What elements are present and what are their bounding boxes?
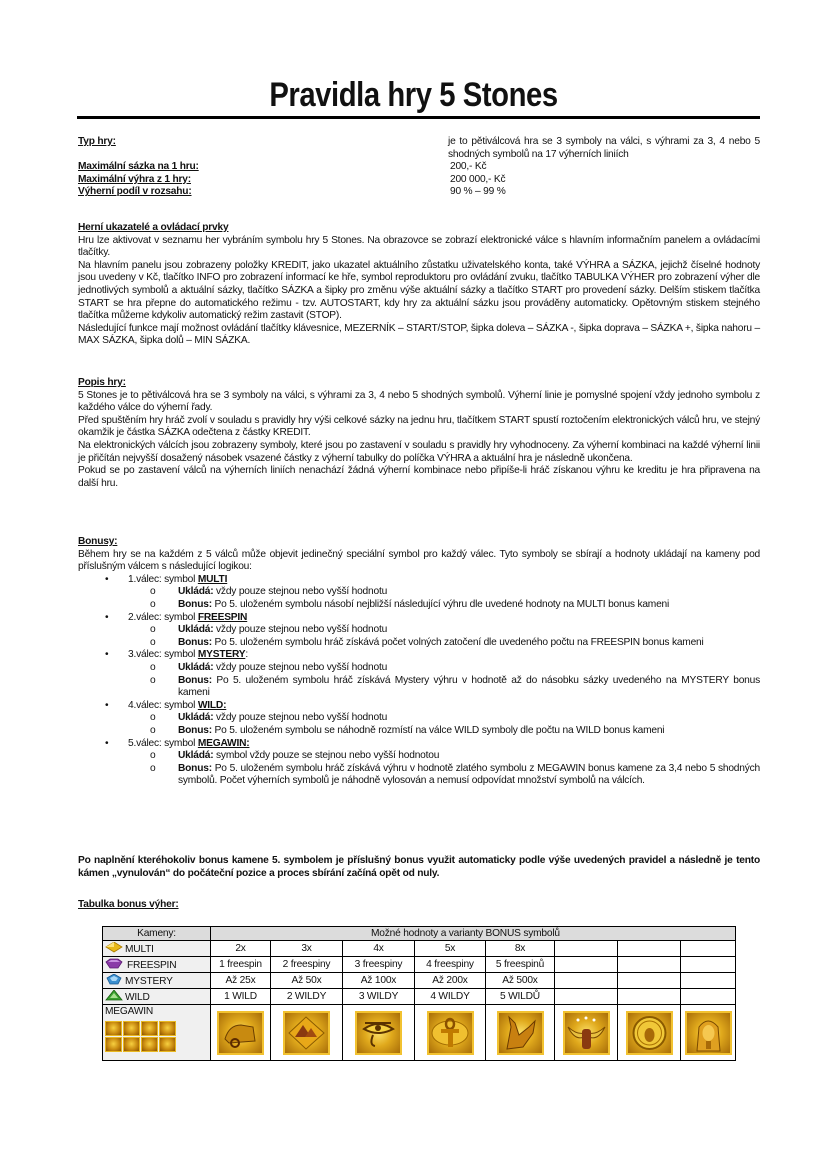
paragraph: Během hry se na každém z 5 válců může objevit jedinečný speciální symbol pro každý válec. Tyto symboly se sbírají a hodnoty ukládají na kameny pod příslušným válcem s následující logikou:	[78, 548, 760, 573]
yellow-diamond-gem-icon	[105, 942, 123, 953]
sphinx-symbol-icon	[217, 1011, 264, 1055]
value-cell: 4x	[343, 941, 415, 957]
bonus-item-multi	[78, 574, 760, 612]
value-cell	[555, 957, 618, 973]
row-name-cell	[103, 989, 211, 1005]
store-rule	[128, 712, 760, 725]
pharaoh-mask-symbol-icon	[685, 1011, 732, 1055]
summary-label: Výherní podíl v rozsahu:	[78, 186, 192, 198]
store-label: Ukládá:	[178, 750, 214, 762]
table-row-megawin	[103, 1005, 736, 1061]
mini-pharaoh-mask-icon	[159, 1037, 176, 1052]
symbol-cell	[618, 1005, 681, 1061]
bonus-rule	[128, 675, 760, 700]
suffix: :	[245, 649, 248, 661]
value-cell: 1 freespin	[211, 957, 271, 973]
value-cell	[618, 989, 681, 1005]
bonus-item-wild	[78, 700, 760, 738]
description-section	[78, 377, 760, 490]
mini-scarab-coin-icon	[141, 1037, 158, 1052]
game-summary	[78, 136, 760, 199]
store-rule	[128, 586, 760, 599]
pyramid-symbol-icon	[283, 1011, 330, 1055]
store-text: vždy pouze stejnou nebo vyšší hodnotu	[213, 661, 388, 673]
mini-winged-scarab-icon	[123, 1037, 140, 1052]
mini-anubis-icon	[105, 1037, 122, 1052]
value-cell: 5 WILDŮ	[486, 989, 555, 1005]
stone-name: WILD	[125, 992, 150, 1003]
summary-value: je to pětiválcová hra se 3 symboly na válci, s výhrami za 3, 4 nebo 5 shodných symbolů na 17 výherních liniích	[448, 136, 760, 160]
row-name-cell	[103, 957, 211, 973]
summary-row-max-win	[78, 174, 760, 187]
value-cell: 4 freespiny	[415, 957, 486, 973]
reel-label: 3.válec: symbol	[128, 649, 198, 661]
summary-label: Typ hry:	[78, 136, 116, 147]
purple-gem-icon	[105, 958, 123, 969]
symbol-name: MYSTERY	[197, 649, 246, 661]
reel-label: 4.válec: symbol	[128, 699, 198, 711]
bonus-text: Po 5. uloženém symbolu násobí nejbližší následující výhru dle uvedené hodnoty na MULTI bonus kameni	[211, 598, 670, 610]
bonuses-section	[78, 536, 760, 788]
mini-sphinx-icon	[105, 1021, 122, 1036]
value-cell: 1 WILD	[211, 989, 271, 1005]
bonus-label: Bonus:	[178, 724, 212, 736]
value-cell: 4 WILDY	[415, 989, 486, 1005]
value-cell: 2x	[211, 941, 271, 957]
paragraph: Na hlavním panelu jsou zobrazeny položky KREDIT, jako ukazatel aktuálního zůstatku uživatelského konta, také VÝHRA a SÁZKA, jejichž číselné hodnoty jsou uvedeny v Kč, tlačítko INFO pro zobrazení informací ke hře, symbol reproduktoru pro ovládání zvuku, tlačítko TABULKA VÝHER pro zobrazení výher dle jednotlivých symbolů a aktuální sázky, tlačítko SÁZKA a šipky pro změnu výše aktuální sázky a tlačítko START pro provedení sázky. Delším stiskem tlačítka START se hra přepne do automatického režimu - tzv. AUTOSTART, kdy hry za aktuální sázku jsou prováděny automaticky. Opětovným stiskem stejného tlačítka můžeme kdykoliv automatický režim zastavit (STOP).	[78, 259, 760, 322]
value-cell	[555, 941, 618, 957]
bonus-rule	[128, 637, 760, 650]
bonus-text: Po 5. uloženém symbolu hráč získává výhru v hodnotě zlatého symbolu z MEGAWIN bonus kamene za 3,4 nebo 5 shodných symbolů. Počet výherních symbolů je náhodně vylosován a nemusí odpovídat množství symbolů na válcích.	[178, 762, 760, 787]
summary-value: 200,- Kč	[450, 161, 487, 173]
symbol-cell	[486, 1005, 555, 1061]
row-name-cell	[103, 1005, 211, 1061]
scarab-winged-symbol-icon	[563, 1011, 610, 1055]
table-row-multi	[103, 941, 736, 957]
summary-row-rtp	[78, 186, 760, 199]
store-label: Ukládá:	[178, 586, 214, 598]
symbol-cell	[415, 1005, 486, 1061]
table-row-freespin	[103, 957, 736, 973]
scarab-coin-symbol-icon	[626, 1011, 673, 1055]
bonus-label: Bonus:	[178, 636, 212, 648]
section-heading: Popis hry:	[78, 377, 126, 388]
symbol-name: MEGAWIN:	[197, 737, 250, 749]
bonus-text: Po 5. uloženém symbolu hráč získává Mystery výhru v hodnotě až do násobku sázky uvedeného na MYSTERY bonus kameni	[178, 674, 760, 699]
mini-eye-of-horus-icon	[141, 1021, 158, 1036]
value-cell	[618, 973, 681, 989]
value-cell: Až 200x	[415, 973, 486, 989]
value-cell	[618, 941, 681, 957]
value-cell: Až 500x	[486, 973, 555, 989]
anubis-symbol-icon	[497, 1011, 544, 1055]
stone-name: MULTI	[125, 944, 154, 955]
symbol-cell	[555, 1005, 618, 1061]
value-cell	[681, 989, 736, 1005]
table-header-row	[103, 927, 736, 941]
bonus-label: Bonus:	[178, 674, 212, 686]
paragraph: Na elektronických válcích jsou zobrazeny symboly, které jsou po zastavení v souladu s pravidly hry vyhodnoceny. Za výherní kombinaci na každé výherní linii je přičítán nejvyšší dosažený násobek vsazené částky z výherní tabulky do políčka VÝHRA a aktuální hra je následně ukončena.	[78, 439, 760, 464]
header-stones: Kameny:	[103, 927, 211, 941]
megawin-mini-symbols	[105, 1021, 210, 1052]
value-cell: 2 WILDY	[271, 989, 343, 1005]
symbol-name: FREESPIN	[197, 611, 248, 623]
symbol-name: WILD:	[197, 699, 227, 711]
bonus-item-freespin	[78, 612, 760, 650]
value-cell	[681, 941, 736, 957]
value-cell: Až 100x	[343, 973, 415, 989]
store-label: Ukládá:	[178, 624, 214, 636]
value-cell: 2 freespiny	[271, 957, 343, 973]
bonus-item-mystery	[78, 649, 760, 699]
paragraph: Hru lze aktivovat v seznamu her vybráním symbolu hry 5 Stones. Na obrazovce se zobrazí elektronické válce s hlavním informačním panelem a ovládacími tlačítky.	[78, 234, 760, 259]
row-name-cell	[103, 941, 211, 957]
symbol-cell	[681, 1005, 736, 1061]
row-name-cell	[103, 973, 211, 989]
paragraph: 5 Stones je to pětiválcová hra se 3 symboly na válci, s výhrami za 3, 4 nebo 5 shodných symbolů. Výherní linie je pomyslné spojení vždy jednoho symbolu z každého válce do výherní řady.	[78, 389, 760, 414]
ankh-symbol-icon	[427, 1011, 474, 1055]
store-text: vždy pouze stejnou nebo vyšší hodnotu	[213, 624, 388, 636]
value-cell: 5 freespinů	[486, 957, 555, 973]
value-cell: 8x	[486, 941, 555, 957]
summary-row-type	[78, 136, 760, 161]
value-cell: Až 25x	[211, 973, 271, 989]
store-rule	[128, 624, 760, 637]
bonus-list	[78, 574, 760, 788]
paragraph: Před spuštěním hry hráč zvolí v souladu s pravidly hry výši celkové sázky na jednu hru, tlačítkem START spustí roztočením elektronických válců hru, ve stejný okamžik je částka SÁZKA odečtena z částky KREDIT.	[78, 414, 760, 439]
paragraph: Následující funkce mají možnost ovládání tlačítky klávesnice, MEZERNÍK – START/STOP, šipka doleva – SÁZKA -, šipka doprava – SÁZKA +, šipka nahoru – MAX SÁZKA, šipka dolů – MIN SÁZKA.	[78, 322, 760, 347]
store-label: Ukládá:	[178, 661, 214, 673]
value-cell: 3x	[271, 941, 343, 957]
bonus-rule	[128, 763, 760, 788]
stone-name: FREESPIN	[127, 960, 177, 971]
symbol-name: MULTI	[197, 573, 228, 585]
mini-ankh-icon	[159, 1021, 176, 1036]
store-rule	[128, 662, 760, 675]
table-row-mystery	[103, 973, 736, 989]
bonus-text: Po 5. uloženém symbolu se náhodně rozmístí na válce WILD symboly dle počtu na WILD bonus kameni	[211, 724, 665, 736]
value-cell: 3 WILDY	[343, 989, 415, 1005]
green-triangle-gem-icon	[105, 990, 123, 1001]
reel-label: 2.válec: symbol	[128, 611, 198, 623]
symbol-cell	[343, 1005, 415, 1061]
store-label: Ukládá:	[178, 712, 214, 724]
summary-label: Maximální výhra z 1 hry:	[78, 173, 191, 185]
summary-row-max-bet	[78, 161, 760, 174]
store-rule	[128, 750, 760, 763]
value-cell: 5x	[415, 941, 486, 957]
value-cell: 3 freespiny	[343, 957, 415, 973]
reset-note: Po naplnění kteréhokoliv bonus kamene 5. symbolem je příslušný bonus využit automaticky podle výše uvedených pravidel a následně je tento kámen „vynulován“ do počáteční pozice a proces sbírání začíná opět od nuly.	[78, 855, 760, 879]
title-divider	[77, 116, 760, 119]
value-cell	[555, 989, 618, 1005]
header-values: Možné hodnoty a varianty BONUS symbolů	[211, 927, 736, 941]
store-text: vždy pouze stejnou nebo vyšší hodnotu	[213, 712, 388, 724]
value-cell	[555, 973, 618, 989]
mini-pyramid-icon	[123, 1021, 140, 1036]
controls-section	[78, 222, 760, 348]
store-text: vždy pouze stejnou nebo vyšší hodnotu	[213, 586, 388, 598]
summary-value: 200 000,- Kč	[450, 173, 506, 185]
table-heading: Tabulka bonus výher:	[78, 899, 179, 910]
value-cell	[681, 957, 736, 973]
store-text: symbol vždy pouze se stejnou nebo vyšší hodnotou	[213, 750, 440, 762]
bonus-text: Po 5. uloženém symbolu hráč získává počet volných zatočení dle uvedeného počtu na FREESPIN bonus kameni	[211, 636, 704, 648]
summary-label: Maximální sázka na 1 hru:	[78, 161, 199, 173]
bonus-label: Bonus:	[178, 762, 212, 774]
symbol-cell	[211, 1005, 271, 1061]
summary-value: 90 % – 99 %	[450, 186, 506, 198]
paragraph: Pokud se po zastavení válců na výherních liniích nenachází žádná výherní kombinace nebo připíše-li hráč získanou výhru ke kreditu je hra připravena na další hru.	[78, 465, 760, 489]
bonus-rule	[128, 725, 760, 738]
stone-name: MEGAWIN	[105, 1006, 154, 1017]
value-cell: Až 50x	[271, 973, 343, 989]
bonus-item-megawin	[78, 738, 760, 788]
reel-label: 1.válec: symbol	[128, 573, 198, 585]
stone-name: MYSTERY	[125, 976, 173, 987]
eye-of-horus-symbol-icon	[355, 1011, 402, 1055]
section-heading: Herní ukazatelé a ovládací prvky	[78, 222, 229, 233]
section-heading: Bonusy:	[78, 536, 118, 547]
bonus-rule	[128, 599, 760, 612]
blue-pentagon-gem-icon	[105, 974, 123, 985]
bonus-table	[102, 926, 736, 1061]
table-row-wild	[103, 989, 736, 1005]
symbol-cell	[271, 1005, 343, 1061]
bonus-label: Bonus:	[178, 598, 212, 610]
reel-label: 5.válec: symbol	[128, 737, 198, 749]
page-title: Pravidla hry 5 Stones	[269, 76, 558, 114]
value-cell	[618, 957, 681, 973]
value-cell	[681, 973, 736, 989]
